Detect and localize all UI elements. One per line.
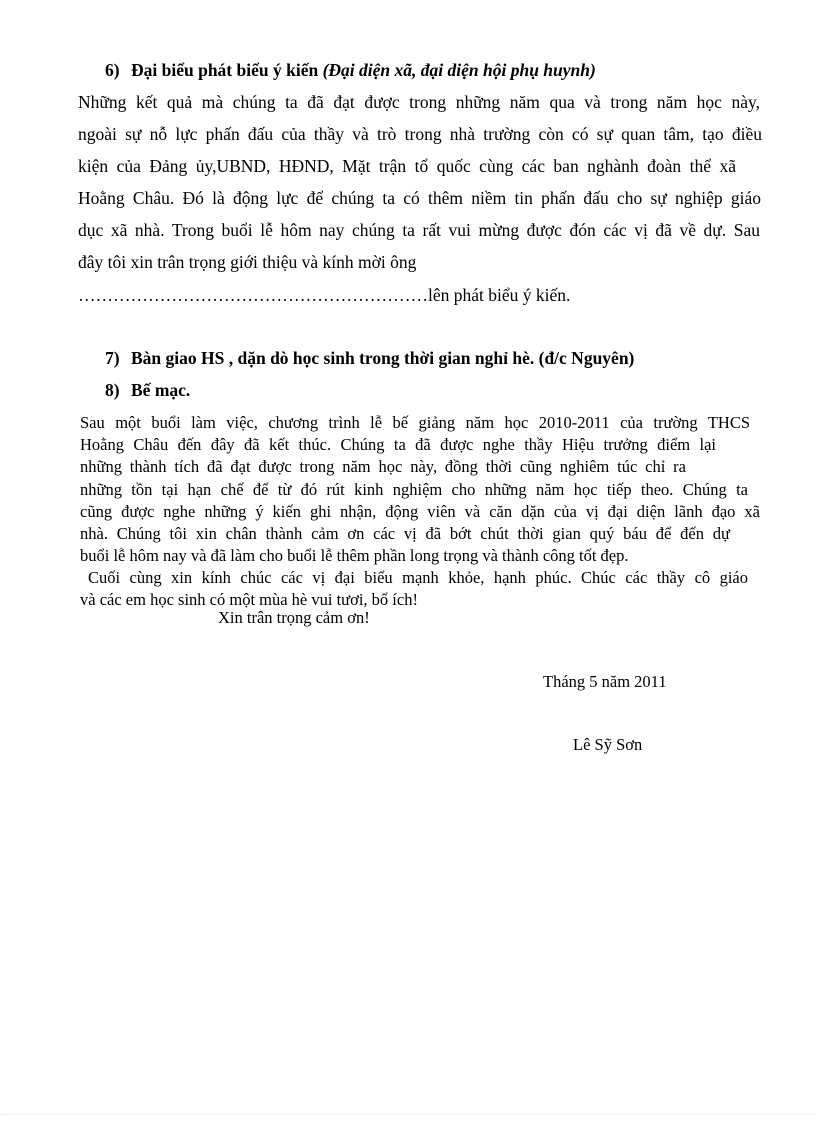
paragraph-line: ……………………………………………………lên phát biểu ý kiến.: [78, 285, 571, 305]
section-title: Bế mạc.: [131, 380, 191, 400]
paragraph-line: nhà. Chúng tôi xin chân thành cảm ơn các vị đã bớt chút thời gian quý báu để đến dự: [80, 524, 730, 543]
section-7-heading: [105, 348, 634, 368]
section-number: 7): [105, 348, 120, 368]
closing-thanks: Xin trân trọng cảm ơn!: [218, 608, 370, 627]
section-number: 8): [105, 380, 120, 400]
signature: Lê Sỹ Sơn: [573, 735, 643, 754]
paragraph-line: Hoằng Châu đến đây đã kết thúc. Chúng ta đã được nghe thầy Hiệu trưởng điểm lại: [80, 435, 716, 454]
paragraph-line: ngoài sự nỗ lực phấn đấu của thầy và trò trong nhà trường còn có sự quan tâm, tạo điều: [78, 124, 762, 144]
section-number: 6): [105, 60, 120, 80]
paragraph-line: dục xã nhà. Trong buổi lễ hôm nay chúng ta rất vui mừng được đón các vị đã về dự. Sau: [78, 220, 760, 240]
paragraph-line: những thành tích đã đạt được trong năm học này, đồng thời cũng nghiêm túc chỉ ra: [80, 457, 686, 476]
paragraph-line: kiện của Đảng ủy,UBND, HĐND, Mặt trận tổ quốc cùng các ban nghành đoàn thể xã: [78, 156, 736, 176]
paragraph-line: Hoằng Châu. Đó là động lực để chúng ta có thêm niềm tin phấn đấu cho sự nghiệp giáo: [78, 188, 761, 208]
paragraph-line: và các em học sinh có một mùa hè vui tươi, bổ ích!: [80, 590, 418, 609]
paragraph-line: cũng được nghe những ý kiến ghi nhận, động viên và căn dặn của vị đại diện lãnh đạo xã: [80, 502, 760, 521]
paragraph-line: Cuối cùng xin kính chúc các vị đại biểu mạnh khỏe, hạnh phúc. Chúc các thầy cô giáo: [88, 568, 748, 587]
section-title: Đại biểu phát biểu ý kiến: [131, 60, 323, 80]
paragraph-line: Những kết quả mà chúng ta đã đạt được trong những năm qua và trong năm học này,: [78, 92, 760, 112]
paragraph-line: những tồn tại hạn chế để từ đó rút kinh nghiệm cho những năm học tiếp theo. Chúng ta: [80, 480, 748, 499]
section-6-heading: [105, 60, 596, 80]
section-8-heading: [105, 380, 190, 400]
paragraph-line: đây tôi xin trân trọng giới thiệu và kính mời ông: [78, 252, 417, 272]
section-title-note: (Đại diện xã, đại diện hội phụ huynh): [322, 60, 596, 80]
date: Tháng 5 năm 2011: [543, 672, 667, 691]
paragraph-line: buổi lễ hôm nay và đã làm cho buổi lễ thêm phần long trọng và thành công tốt đẹp.: [80, 546, 629, 565]
page-bottom-divider: [0, 1114, 816, 1115]
section-title: Bàn giao HS , dặn dò học sinh trong thời gian nghỉ hè. (đ/c Nguyên): [131, 348, 635, 368]
paragraph-line: Sau một buổi làm việc, chương trình lễ bế giảng năm học 2010-2011 của trường THCS: [80, 413, 750, 432]
